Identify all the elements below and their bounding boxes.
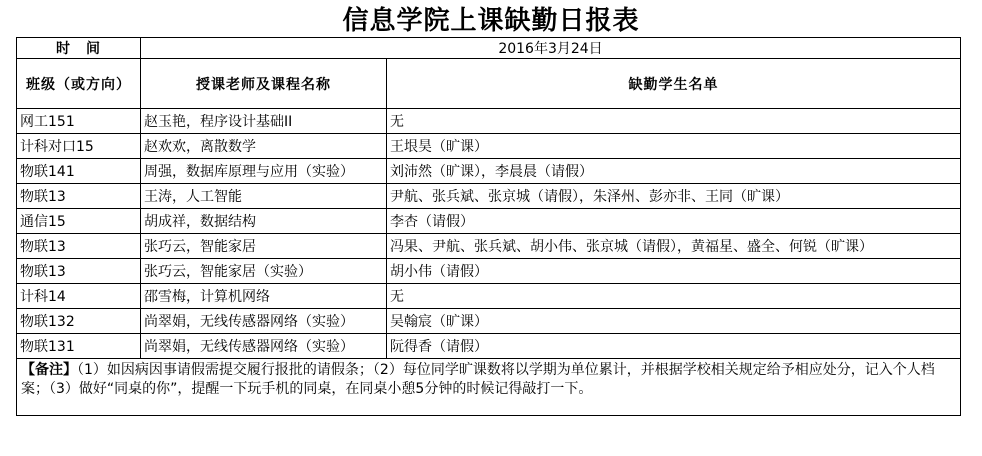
class-cell: 物联131	[17, 334, 141, 359]
table-row	[17, 234, 961, 259]
class-cell: 物联13	[17, 184, 141, 209]
class-cell: 计科对口15	[17, 134, 141, 159]
class-cell: 计科14	[17, 284, 141, 309]
course-cell: 赵玉艳，程序设计基础II	[141, 109, 387, 134]
class-cell: 通信15	[17, 209, 141, 234]
attendance-table	[16, 37, 961, 416]
note-cell	[17, 359, 961, 416]
absent-cell: 无	[387, 109, 961, 134]
report-title: 信息学院上课缺勤日报表	[342, 6, 640, 36]
header-absent-students: 缺勤学生名单	[387, 59, 961, 109]
course-cell: 赵欢欢，离散数学	[141, 134, 387, 159]
table-row	[17, 209, 961, 234]
course-cell: 尚翠娟，无线传感器网络（实验）	[141, 334, 387, 359]
time-label: 时 间	[17, 38, 141, 59]
table-row	[17, 284, 961, 309]
table-row	[17, 309, 961, 334]
course-cell: 张巧云，智能家居	[141, 234, 387, 259]
course-cell: 周强，数据库原理与应用（实验）	[141, 159, 387, 184]
header-class: 班级（或方向）	[17, 59, 141, 109]
class-cell: 物联13	[17, 259, 141, 284]
table-row	[17, 259, 961, 284]
table-row	[17, 109, 961, 134]
note-row	[17, 359, 961, 416]
class-cell: 物联141	[17, 159, 141, 184]
absent-cell: 尹航、张兵斌、张京城（请假），朱泽州、彭亦非、王同（旷课）	[387, 184, 961, 209]
absent-cell: 刘沛然（旷课），李晨晨（请假）	[387, 159, 961, 184]
header-row	[17, 59, 961, 109]
absent-cell: 李杏（请假）	[387, 209, 961, 234]
time-row	[17, 38, 961, 59]
note-label: 【备注】	[21, 362, 77, 378]
course-cell: 张巧云，智能家居（实验）	[141, 259, 387, 284]
course-cell: 尚翠娟，无线传感器网络（实验）	[141, 309, 387, 334]
class-cell: 网工151	[17, 109, 141, 134]
class-cell: 物联13	[17, 234, 141, 259]
absent-cell: 胡小伟（请假）	[387, 259, 961, 284]
note-text: （1）如因病因事请假需提交履行报批的请假条；（2）每位同学旷课数将以学期为单位累计，并根据学校相关规定给予相应处分，记入个人档案；（3）做好“同桌的你”，提醒一下玩手机的同桌，在同桌小憩5分钟的时候记得敲打一下。	[21, 362, 935, 397]
table-row	[17, 334, 961, 359]
report-date: 2016年3月24日	[141, 38, 961, 59]
absent-cell: 王垠昊（旷课）	[387, 134, 961, 159]
absent-cell: 冯果、尹航、张兵斌、胡小伟、张京城（请假），黄福星、盛全、何锐（旷课）	[387, 234, 961, 259]
course-cell: 邵雪梅，计算机网络	[141, 284, 387, 309]
table-row	[17, 159, 961, 184]
table-row	[17, 134, 961, 159]
course-cell: 王涛，人工智能	[141, 184, 387, 209]
absent-cell: 无	[387, 284, 961, 309]
table-row	[17, 184, 961, 209]
header-teacher-course: 授课老师及课程名称	[141, 59, 387, 109]
course-cell: 胡成祥，数据结构	[141, 209, 387, 234]
class-cell: 物联132	[17, 309, 141, 334]
absent-cell: 阮得香（请假）	[387, 334, 961, 359]
absent-cell: 吴翰宸（旷课）	[387, 309, 961, 334]
